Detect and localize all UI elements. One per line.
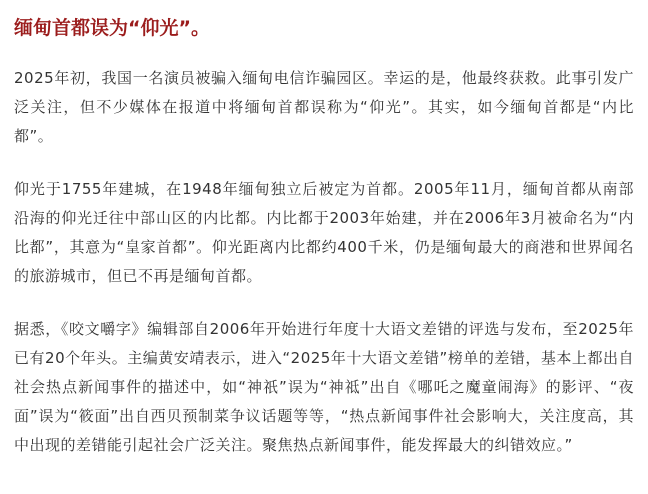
article-paragraph-1: 2025年初，我国一名演员被骗入缅甸电信诈骗园区。幸运的是，他最终获救。此事引发广泛关注，但不少媒体在报道中将缅甸首都误称为“仰光”。其实，如今缅甸首都是“内比都”。 (14, 69, 634, 145)
article-body (14, 64, 634, 460)
article-paragraph-2: 仰光于1755年建城，在1948年缅甸独立后被定为首都。2005年11月，缅甸首都从南部沿海的仰光迁往中部山区的内比都。内比都于2003年始建，并在2006年3月被命名为“内比都”，其意为“皇家首都”。仰光距离内比都约400千米，仍是缅甸最大的商港和世界闻名的旅游城市，但已不再是缅甸首都。 (14, 180, 634, 285)
article-headline: 缅甸首都误为“仰光”。 (14, 17, 210, 39)
article-paragraph-3: 据悉，《咬文嚼字》编辑部自2006年开始进行年度十大语文差错的评选与发布，至2025年已有20个年头。主编黄安靖表示，进入“2025年十大语文差错”榜单的差错，基本上都出自社会热点新闻事件的描述中，如“神祇”误为“神祗”出自《哪吒之魔童闹海》的影评、“夜面”误为“筱面”出自西贝预制菜争议话题等等，“热点新闻事件社会影响大，关注度高，其中出现的差错能引起社会广泛关注。聚焦热点新闻事件，能发挥最大的纠错效应。” (14, 320, 634, 454)
